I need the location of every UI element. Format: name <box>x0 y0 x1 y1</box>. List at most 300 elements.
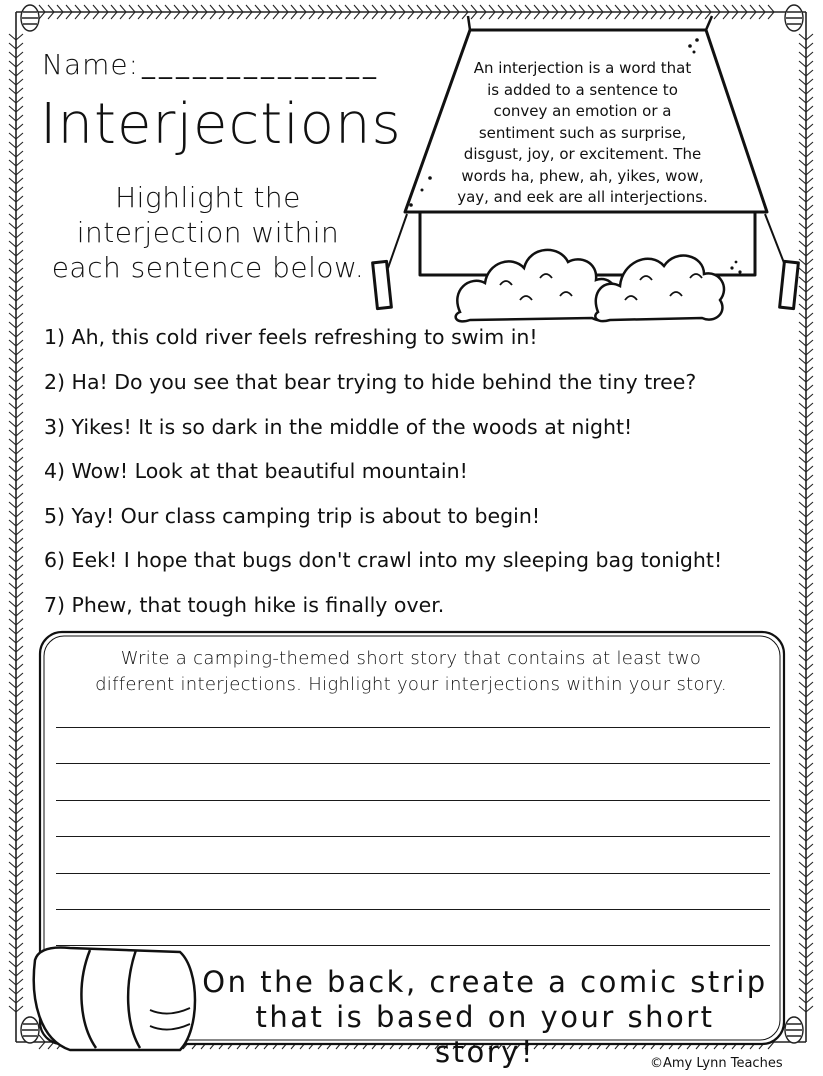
pine-needle <box>16 205 23 211</box>
pine-needle <box>489 12 495 19</box>
pine-needle <box>799 628 806 634</box>
pine-needle <box>806 673 813 679</box>
pine-needle <box>799 880 806 886</box>
pine-needle <box>799 403 806 409</box>
pine-needle <box>16 772 23 778</box>
pine-needle <box>16 1006 23 1012</box>
pine-needle <box>16 421 23 427</box>
pine-needle <box>16 646 23 652</box>
pine-needle <box>806 394 813 400</box>
pine-needle <box>9 403 16 409</box>
pine-needle <box>806 304 813 310</box>
pine-needle <box>9 781 16 787</box>
pine-needle <box>444 12 450 19</box>
pine-needle <box>799 52 806 58</box>
pine-needle <box>806 79 813 85</box>
pine-needle <box>9 475 16 481</box>
pine-needle <box>9 934 16 940</box>
pine-needle <box>799 934 806 940</box>
sleeping-bag-illustration <box>34 948 195 1051</box>
pine-needle <box>799 646 806 652</box>
pine-needle <box>9 601 16 607</box>
pine-needle <box>669 12 675 19</box>
pine-needle <box>453 12 459 19</box>
instruction-line: interjection within <box>76 216 340 249</box>
pine-needle <box>399 12 405 19</box>
pine-needle <box>651 5 657 12</box>
pine-needle <box>9 286 16 292</box>
pine-needle <box>806 889 813 895</box>
pine-needle <box>660 12 666 19</box>
pine-needle <box>9 385 16 391</box>
pine-needle <box>9 835 16 841</box>
pine-needle <box>75 12 81 19</box>
pine-needle <box>174 12 180 19</box>
pine-needle <box>732 12 738 19</box>
pine-needle <box>799 790 806 796</box>
pine-needle <box>799 295 806 301</box>
story-prompt <box>52 646 770 698</box>
name-field[interactable]: ______________ <box>142 50 380 80</box>
writing-line[interactable] <box>56 763 770 764</box>
pine-needle <box>806 754 813 760</box>
pine-needle <box>16 349 23 355</box>
pine-needle <box>16 457 23 463</box>
pine-needle <box>426 12 432 19</box>
pine-needle <box>799 727 806 733</box>
pine-needle <box>390 12 396 19</box>
pine-needle <box>381 12 387 19</box>
pine-needle <box>210 12 216 19</box>
pine-needle <box>799 736 806 742</box>
pine-needle <box>9 322 16 328</box>
pine-needle <box>309 12 315 19</box>
pine-needle <box>9 718 16 724</box>
pine-needle <box>806 736 813 742</box>
pine-needle <box>799 232 806 238</box>
story-prompt-line: different interjections. Highlight your interjections within your story. <box>95 674 727 695</box>
pine-needle <box>336 5 342 12</box>
pine-needle <box>806 250 813 256</box>
pine-needle <box>806 925 813 931</box>
sentence-item[interactable]: 4) Wow! Look at that beautiful mountain! <box>44 459 468 483</box>
pine-needle <box>799 808 806 814</box>
pine-needle <box>806 745 813 751</box>
pine-needle <box>633 5 639 12</box>
pine-needle <box>16 655 23 661</box>
pine-needle <box>799 313 806 319</box>
pine-needle <box>462 5 468 12</box>
pine-needle <box>806 799 813 805</box>
pine-needle <box>9 421 16 427</box>
pine-needle <box>237 5 243 12</box>
pine-needle <box>799 574 806 580</box>
pine-needle <box>9 43 16 49</box>
pine-needle <box>799 439 806 445</box>
pine-needle <box>750 12 756 19</box>
pine-needle <box>660 5 666 12</box>
pine-needle <box>799 286 806 292</box>
pine-needle <box>9 574 16 580</box>
pine-needle <box>435 12 441 19</box>
pine-needle <box>9 304 16 310</box>
pine-needle <box>16 169 23 175</box>
instruction-line: each sentence below. <box>51 251 365 284</box>
pine-needle <box>799 781 806 787</box>
pine-needle <box>390 5 396 12</box>
pine-needle <box>9 223 16 229</box>
pine-needle <box>246 5 252 12</box>
pine-needle <box>16 628 23 634</box>
pine-needle <box>799 88 806 94</box>
pine-needle <box>597 5 603 12</box>
pine-needle <box>806 790 813 796</box>
pine-needle <box>799 538 806 544</box>
pine-needle <box>799 214 806 220</box>
pine-needle <box>9 52 16 58</box>
pine-needle <box>534 5 540 12</box>
pine-needle <box>16 241 23 247</box>
pine-needle <box>806 538 813 544</box>
pine-needle <box>102 12 108 19</box>
pine-needle <box>9 790 16 796</box>
pine-needle <box>354 12 360 19</box>
pine-needle <box>9 88 16 94</box>
pine-needle <box>9 502 16 508</box>
pine-needle <box>327 12 333 19</box>
pine-needle <box>799 70 806 76</box>
pine-needle <box>9 898 16 904</box>
pine-needle <box>9 682 16 688</box>
pine-needle <box>300 12 306 19</box>
pine-needle <box>579 5 585 12</box>
pine-needle <box>16 61 23 67</box>
pine-needle <box>9 214 16 220</box>
pine-needle <box>9 655 16 661</box>
pine-needle <box>806 835 813 841</box>
pine-needle <box>9 691 16 697</box>
pine-needle <box>799 259 806 265</box>
pine-needle <box>799 592 806 598</box>
pine-needle <box>16 799 23 805</box>
writing-line[interactable] <box>56 836 770 837</box>
pine-needle <box>806 358 813 364</box>
pine-needle <box>799 997 806 1003</box>
pine-needle <box>16 709 23 715</box>
pine-needle <box>806 700 813 706</box>
definition-line: disgust, joy, or excitement. The <box>463 145 702 163</box>
pine-needle <box>9 853 16 859</box>
pine-needle <box>9 241 16 247</box>
pine-needle <box>16 979 23 985</box>
pine-needle <box>750 5 756 12</box>
pine-needle <box>806 637 813 643</box>
pine-needle <box>799 754 806 760</box>
pine-needle <box>806 403 813 409</box>
pine-needle <box>799 916 806 922</box>
pine-needle <box>16 340 23 346</box>
pine-needle <box>9 619 16 625</box>
pine-needle <box>732 5 738 12</box>
pine-needle <box>16 952 23 958</box>
pine-needle <box>806 619 813 625</box>
pine-needle <box>806 349 813 355</box>
pine-needle <box>16 223 23 229</box>
pine-needle <box>39 5 45 12</box>
pine-needle <box>16 178 23 184</box>
pine-needle <box>192 12 198 19</box>
pine-needle <box>183 12 189 19</box>
pine-needle <box>806 61 813 67</box>
pine-needle <box>806 142 813 148</box>
pine-needle <box>9 547 16 553</box>
pine-needle <box>799 277 806 283</box>
pine-needle <box>806 610 813 616</box>
pine-needle <box>255 12 261 19</box>
pine-needle <box>806 511 813 517</box>
pine-needle <box>57 12 63 19</box>
pine-needle <box>228 12 234 19</box>
pine-needle <box>48 12 54 19</box>
pine-needle <box>806 430 813 436</box>
pine-needle <box>806 646 813 652</box>
pine-needle <box>480 5 486 12</box>
pine-needle <box>799 961 806 967</box>
pine-needle <box>16 763 23 769</box>
pine-needle <box>806 52 813 58</box>
pine-needle <box>615 12 621 19</box>
pine-needle <box>799 187 806 193</box>
pine-needle <box>282 5 288 12</box>
pine-needle <box>552 12 558 19</box>
pine-needle <box>714 12 720 19</box>
pine-needle <box>9 394 16 400</box>
pine-needle <box>9 871 16 877</box>
pine-needle <box>806 565 813 571</box>
pine-needle <box>799 304 806 310</box>
pine-needle <box>799 700 806 706</box>
pine-needle <box>799 718 806 724</box>
pine-needle <box>16 106 23 112</box>
pine-needle <box>799 655 806 661</box>
sentence-item[interactable]: 2) Ha! Do you see that bear trying to hide behind the tiny tree? <box>44 370 697 394</box>
story-prompt-line: Write a camping-themed short story that contains at least two <box>120 648 702 669</box>
pine-needle <box>799 970 806 976</box>
instruction-line: Highlight the <box>115 181 301 214</box>
pine-needle <box>16 520 23 526</box>
back-page-note <box>200 965 770 1070</box>
pine-needle <box>16 844 23 850</box>
pine-needle <box>183 5 189 12</box>
interjection-definition <box>450 58 715 209</box>
back-note-line: On the back, create a comic strip <box>202 965 768 999</box>
pine-needle <box>799 943 806 949</box>
pine-needle <box>9 925 16 931</box>
pine-needle <box>408 5 414 12</box>
pine-needle <box>16 43 23 49</box>
pine-needle <box>9 565 16 571</box>
pine-needle <box>759 12 765 19</box>
pine-needle <box>806 34 813 40</box>
pine-needle <box>799 799 806 805</box>
sentence-item[interactable]: 3) Yikes! It is so dark in the middle of the woods at night! <box>44 415 633 439</box>
pine-needle <box>16 835 23 841</box>
pine-needle <box>543 12 549 19</box>
pine-needle <box>327 5 333 12</box>
pine-needle <box>741 5 747 12</box>
pine-needle <box>9 880 16 886</box>
pine-needle <box>9 70 16 76</box>
pine-needle <box>799 430 806 436</box>
pine-needle <box>570 12 576 19</box>
pine-needle <box>543 5 549 12</box>
definition-line: words ha, phew, ah, yikes, wow, <box>461 166 704 185</box>
pine-needle <box>111 5 117 12</box>
pine-needle <box>806 772 813 778</box>
back-note-line: that is based on your short story! <box>255 1000 715 1069</box>
pine-needle <box>806 547 813 553</box>
pine-needle <box>9 295 16 301</box>
pine-needle <box>9 457 16 463</box>
pine-needle <box>624 12 630 19</box>
pine-needle <box>9 736 16 742</box>
pine-needle <box>16 925 23 931</box>
pine-needle <box>16 439 23 445</box>
pine-needle <box>9 628 16 634</box>
pine-needle <box>9 250 16 256</box>
pine-needle <box>16 592 23 598</box>
pine-needle <box>9 592 16 598</box>
pine-needle <box>799 412 806 418</box>
pine-needle <box>16 232 23 238</box>
writing-line[interactable] <box>56 909 770 910</box>
pine-needle <box>806 97 813 103</box>
pine-needle <box>806 502 813 508</box>
pine-needle <box>799 1006 806 1012</box>
pine-needle <box>678 5 684 12</box>
pine-needle <box>16 214 23 220</box>
pine-needle <box>9 700 16 706</box>
pine-needle <box>806 286 813 292</box>
pine-needle <box>799 394 806 400</box>
pine-needle <box>16 151 23 157</box>
pine-needle <box>799 664 806 670</box>
pine-needle <box>16 34 23 40</box>
pine-needle <box>16 808 23 814</box>
pine-needle <box>16 475 23 481</box>
pine-needle <box>516 5 522 12</box>
pine-needle <box>9 34 16 40</box>
pine-needle <box>273 12 279 19</box>
pine-needle <box>516 12 522 19</box>
pine-needle <box>408 12 414 19</box>
pine-needle <box>579 12 585 19</box>
sentence-item[interactable]: 5) Yay! Our class camping trip is about to begin! <box>44 504 541 528</box>
sentence-item[interactable]: 7) Phew, that tough hike is finally over. <box>44 593 445 617</box>
pine-needle <box>799 322 806 328</box>
pine-needle <box>806 475 813 481</box>
writing-line[interactable] <box>56 727 770 728</box>
pine-needle <box>16 727 23 733</box>
pine-needle <box>9 862 16 868</box>
definition-line: convey an emotion or a <box>493 102 672 120</box>
pine-needle <box>16 412 23 418</box>
pine-needle <box>570 5 576 12</box>
pine-needle <box>9 637 16 643</box>
pine-needle <box>806 205 813 211</box>
pine-needle <box>156 12 162 19</box>
pine-needle <box>9 943 16 949</box>
pine-needle <box>723 5 729 12</box>
pine-needle <box>102 5 108 12</box>
sentence-item[interactable]: 1) Ah, this cold river feels refreshing to swim in! <box>44 325 538 349</box>
pine-needle <box>799 709 806 715</box>
pine-needle <box>806 574 813 580</box>
pine-needle <box>806 484 813 490</box>
pine-needle <box>16 826 23 832</box>
pine-needle <box>799 520 806 526</box>
pine-needle <box>799 475 806 481</box>
pine-needle <box>9 511 16 517</box>
pine-needle <box>597 12 603 19</box>
pine-needle <box>525 12 531 19</box>
pine-needle <box>16 556 23 562</box>
pine-needle <box>806 808 813 814</box>
pine-needle <box>799 367 806 373</box>
pine-needle <box>799 601 806 607</box>
pine-needle <box>318 12 324 19</box>
pine-needle <box>9 997 16 1003</box>
pine-needle <box>9 493 16 499</box>
pine-needle <box>507 12 513 19</box>
pine-needle <box>16 367 23 373</box>
pine-needle <box>9 367 16 373</box>
pine-needle <box>444 5 450 12</box>
pine-needle <box>799 43 806 49</box>
pine-needle <box>9 142 16 148</box>
pine-needle <box>372 5 378 12</box>
pine-needle <box>498 12 504 19</box>
pine-needle <box>345 12 351 19</box>
pine-needle <box>806 340 813 346</box>
pine-needle <box>9 907 16 913</box>
pine-needle <box>16 493 23 499</box>
pine-needle <box>9 673 16 679</box>
pine-needle <box>219 5 225 12</box>
pine-needle <box>9 583 16 589</box>
pine-needle <box>799 862 806 868</box>
pine-needle <box>9 439 16 445</box>
pine-needle <box>806 655 813 661</box>
pine-needle <box>372 12 378 19</box>
pine-needle <box>471 12 477 19</box>
pine-needle <box>16 502 23 508</box>
writing-line[interactable] <box>56 800 770 801</box>
pine-needle <box>799 151 806 157</box>
pine-needle <box>806 763 813 769</box>
pine-needle <box>9 169 16 175</box>
writing-line[interactable] <box>56 873 770 874</box>
pine-needle <box>16 790 23 796</box>
pine-needle <box>806 106 813 112</box>
pine-needle <box>16 187 23 193</box>
pine-needle <box>273 5 279 12</box>
pine-needle <box>84 12 90 19</box>
pine-needle <box>806 826 813 832</box>
writing-line[interactable] <box>56 945 770 946</box>
pine-needle <box>799 556 806 562</box>
sentence-item[interactable]: 6) Eek! I hope that bugs don't crawl into my sleeping bag tonight! <box>44 548 723 572</box>
